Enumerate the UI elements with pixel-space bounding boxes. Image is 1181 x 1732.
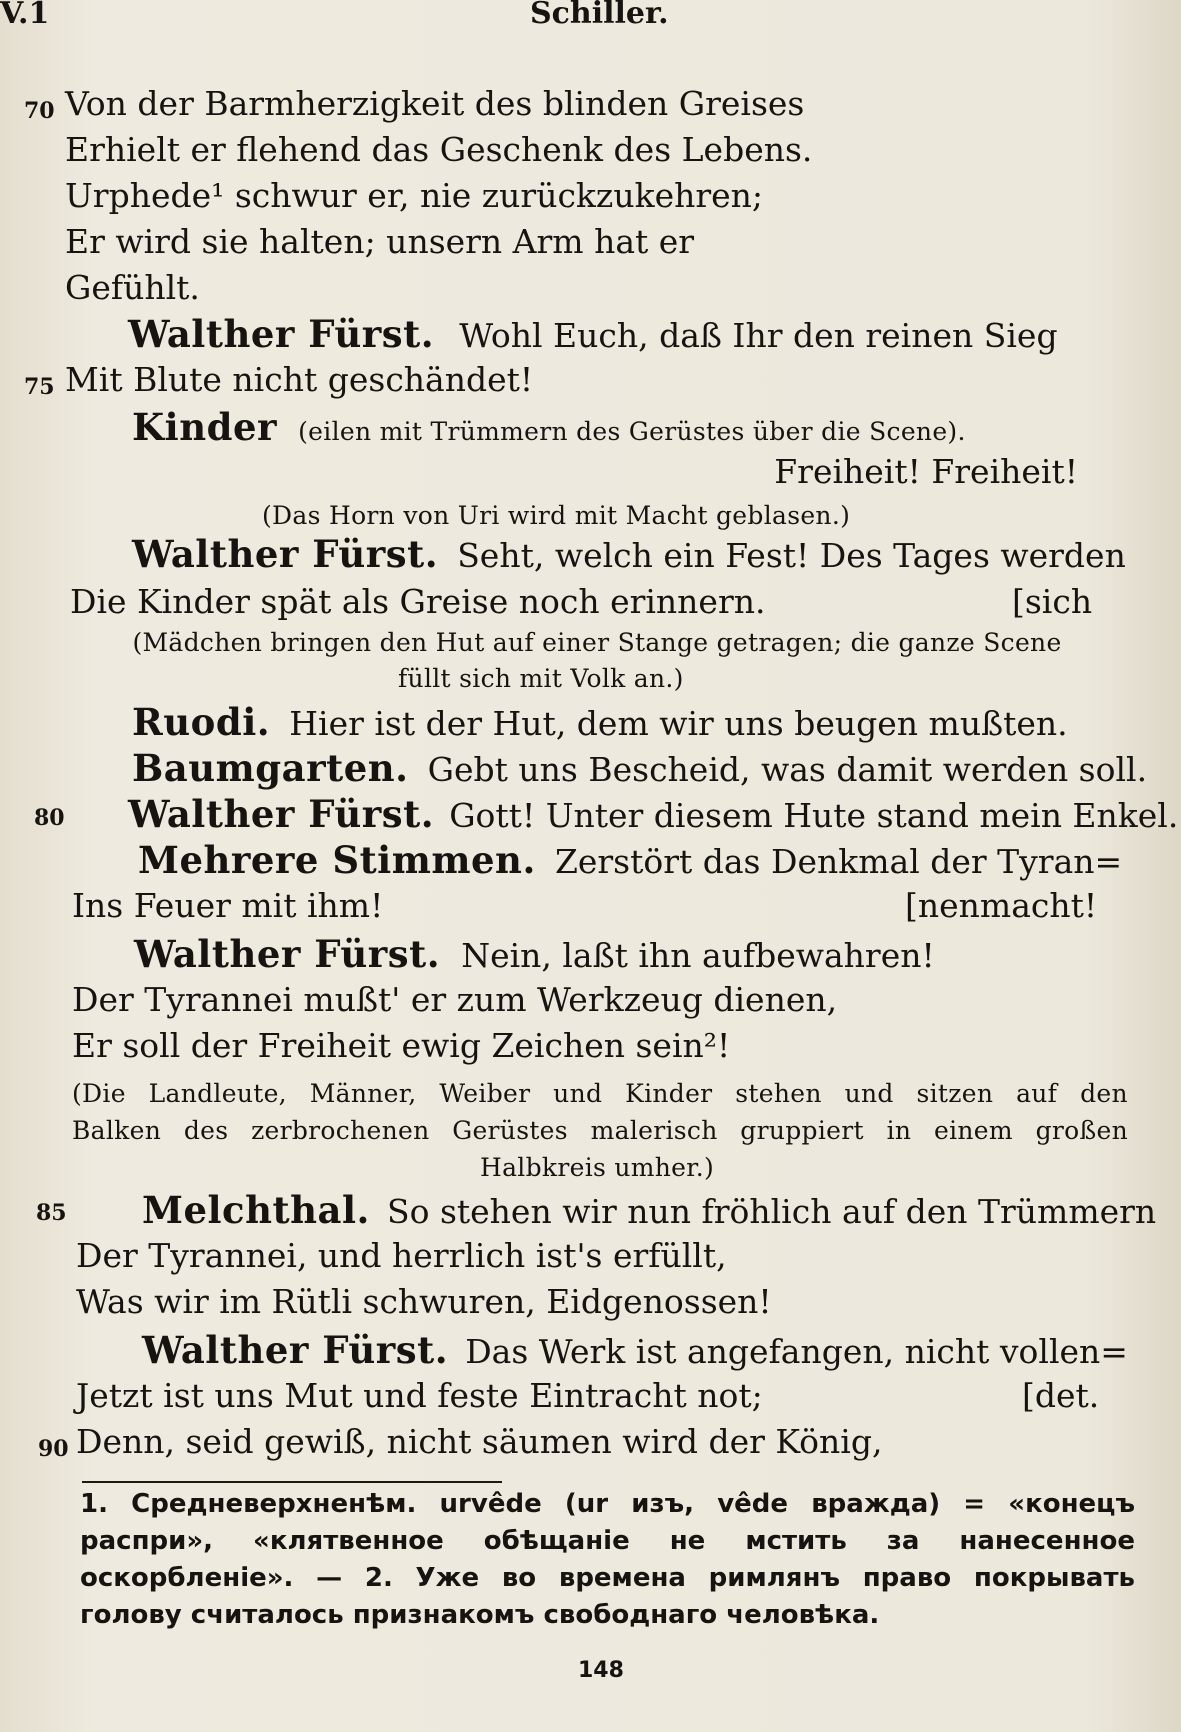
verse-line: Mit Blute nicht geschändet! <box>65 360 534 399</box>
speech <box>138 838 1122 882</box>
stage-word: Kinder <box>625 1079 713 1108</box>
speech-text: Seht, welch ein Fest! Des Tages werden <box>457 536 1126 575</box>
footnote: 1. Средневерхненѣм. urvêde (ur изъ, vêde вражда) = «конецъ распри», «клятвенное обѣщаніе не мстить за нанесенное оскорбленіе». — 2. Уже во времена римлянъ право покрывать голову считалось признакомъ свободнаго человѣка. <box>80 1489 1135 1630</box>
verse-line: Er wird sie halten; unsern Arm hat er <box>65 222 695 261</box>
speech-text: Das Werk ist angefangen, nicht vollen= <box>465 1332 1128 1371</box>
page-number: 148 <box>578 1658 624 1683</box>
speech <box>142 1188 1156 1232</box>
stage-word: Gerüstes <box>452 1116 568 1145</box>
speech <box>142 1328 1128 1372</box>
stage-word: des <box>183 1116 229 1145</box>
verse-line: Der Tyrannei mußt' er zum Werkzeug dienen, <box>72 980 838 1019</box>
line-number: 70 <box>24 98 55 124</box>
speech-text: So stehen wir nun fröhlich auf den Trümmern <box>386 1192 1157 1231</box>
speech-text: Gebt uns Bescheid, was damit werden soll. <box>427 750 1148 789</box>
stage-direction: (Das Horn von Uri wird mit Macht geblasen.) <box>262 501 851 530</box>
speech-text: Gott! Unter diesem Hute stand mein Enkel. <box>449 796 1179 835</box>
line-number: 80 <box>34 805 65 831</box>
stage-word: großen <box>1035 1116 1128 1145</box>
speech-text: Freiheit! Freiheit! <box>774 452 1078 491</box>
speech <box>128 312 1058 356</box>
line-number: 75 <box>24 374 55 400</box>
speaker-name: Walther Fürst. <box>128 792 435 836</box>
verse-line: Was wir im Rütli schwuren, Eidgenossen! <box>76 1282 772 1321</box>
stage-word: und <box>844 1079 894 1108</box>
stage-direction: Halbkreis umher.) <box>480 1153 715 1182</box>
speaker-name: Baumgarten. <box>132 746 409 790</box>
speaker-name: Kinder <box>132 405 278 449</box>
stage-word: zerbrochenen <box>251 1116 430 1145</box>
stage-word: in <box>886 1116 912 1145</box>
stage-word: Männer, <box>309 1079 417 1108</box>
verse-line: Erhielt er flehend das Geschenk des Lebens. <box>65 130 813 169</box>
stage-word: einem <box>933 1116 1013 1145</box>
stage-direction: (eilen mit Trümmern des Gerüstes über die Scene). <box>298 417 966 446</box>
verse-line: Er soll der Freiheit ewig Zeichen sein²! <box>72 1026 731 1065</box>
stage-word: Landleute, <box>148 1079 287 1108</box>
line-number: 90 <box>38 1436 69 1462</box>
stage-word: und <box>553 1079 603 1108</box>
verse-line: Der Tyrannei, und herrlich ist's erfüllt, <box>76 1236 727 1275</box>
verse-line: Ins Feuer mit ihm! <box>72 886 384 925</box>
verse-line: Von der Barmherzigkeit des blinden Greises <box>65 84 805 123</box>
speaker-name: Ruodi. <box>132 700 271 744</box>
speech <box>132 405 966 449</box>
stage-word: malerisch <box>590 1116 718 1145</box>
speaker-name: Walther Fürst. <box>132 532 439 576</box>
stage-word: gruppiert <box>740 1116 864 1145</box>
speaker-name: Walther Fürst. <box>142 1328 449 1372</box>
speaker-name: Walther Fürst. <box>128 312 435 356</box>
footnote-rule <box>82 1481 502 1483</box>
stage-word: Weiber <box>439 1079 531 1108</box>
verse-line: Gefühlt. <box>65 268 200 307</box>
speech-text: Nein, laßt ihn aufbewahren! <box>461 936 935 975</box>
stage-direction <box>72 1079 1128 1108</box>
carried-word: [sich <box>1012 582 1093 621</box>
stage-direction: füllt sich mit Volk an.) <box>398 664 684 693</box>
speech-text: Wohl Euch, daß Ihr den reinen Sieg <box>459 316 1058 355</box>
stage-word: auf <box>1016 1079 1058 1108</box>
speaker-name: Mehrere Stimmen. <box>138 838 536 882</box>
section-number: V.1 <box>0 0 50 31</box>
verse-line: Denn, seid gewiß, nicht säumen wird der König, <box>76 1422 883 1461</box>
speaker-name: Melchthal. <box>142 1188 370 1232</box>
speech <box>134 932 935 976</box>
carried-word: [nenmacht! <box>905 886 1098 925</box>
running-head: Schiller. <box>530 0 669 31</box>
line-number: 85 <box>36 1200 67 1226</box>
speaker-name: Walther Fürst. <box>134 932 441 976</box>
stage-word: (Die <box>72 1079 126 1108</box>
stage-direction <box>72 1116 1128 1145</box>
speech-text: Zerstört das Denkmal der Tyran= <box>554 842 1123 881</box>
stage-word: den <box>1080 1079 1128 1108</box>
stage-word: stehen <box>735 1079 822 1108</box>
speech <box>132 700 1068 744</box>
verse-line: Urphede¹ schwur er, nie zurückzukehren; <box>65 176 764 215</box>
stage-direction: (Mädchen bringen den Hut auf einer Stange getragen; die ganze Scene <box>132 628 1062 657</box>
speech <box>132 532 1126 576</box>
speech-text: Hier ist der Hut, dem wir uns beugen mußten. <box>289 704 1068 743</box>
stage-word: Balken <box>72 1116 162 1145</box>
speech <box>132 746 1147 790</box>
speech <box>128 792 1178 836</box>
carried-word: [det. <box>1022 1376 1100 1415</box>
verse-line: Die Kinder spät als Greise noch erinnern. <box>70 582 766 621</box>
stage-word: sitzen <box>916 1079 994 1108</box>
verse-line: Jetzt ist uns Mut und feste Eintracht not; <box>76 1376 763 1415</box>
